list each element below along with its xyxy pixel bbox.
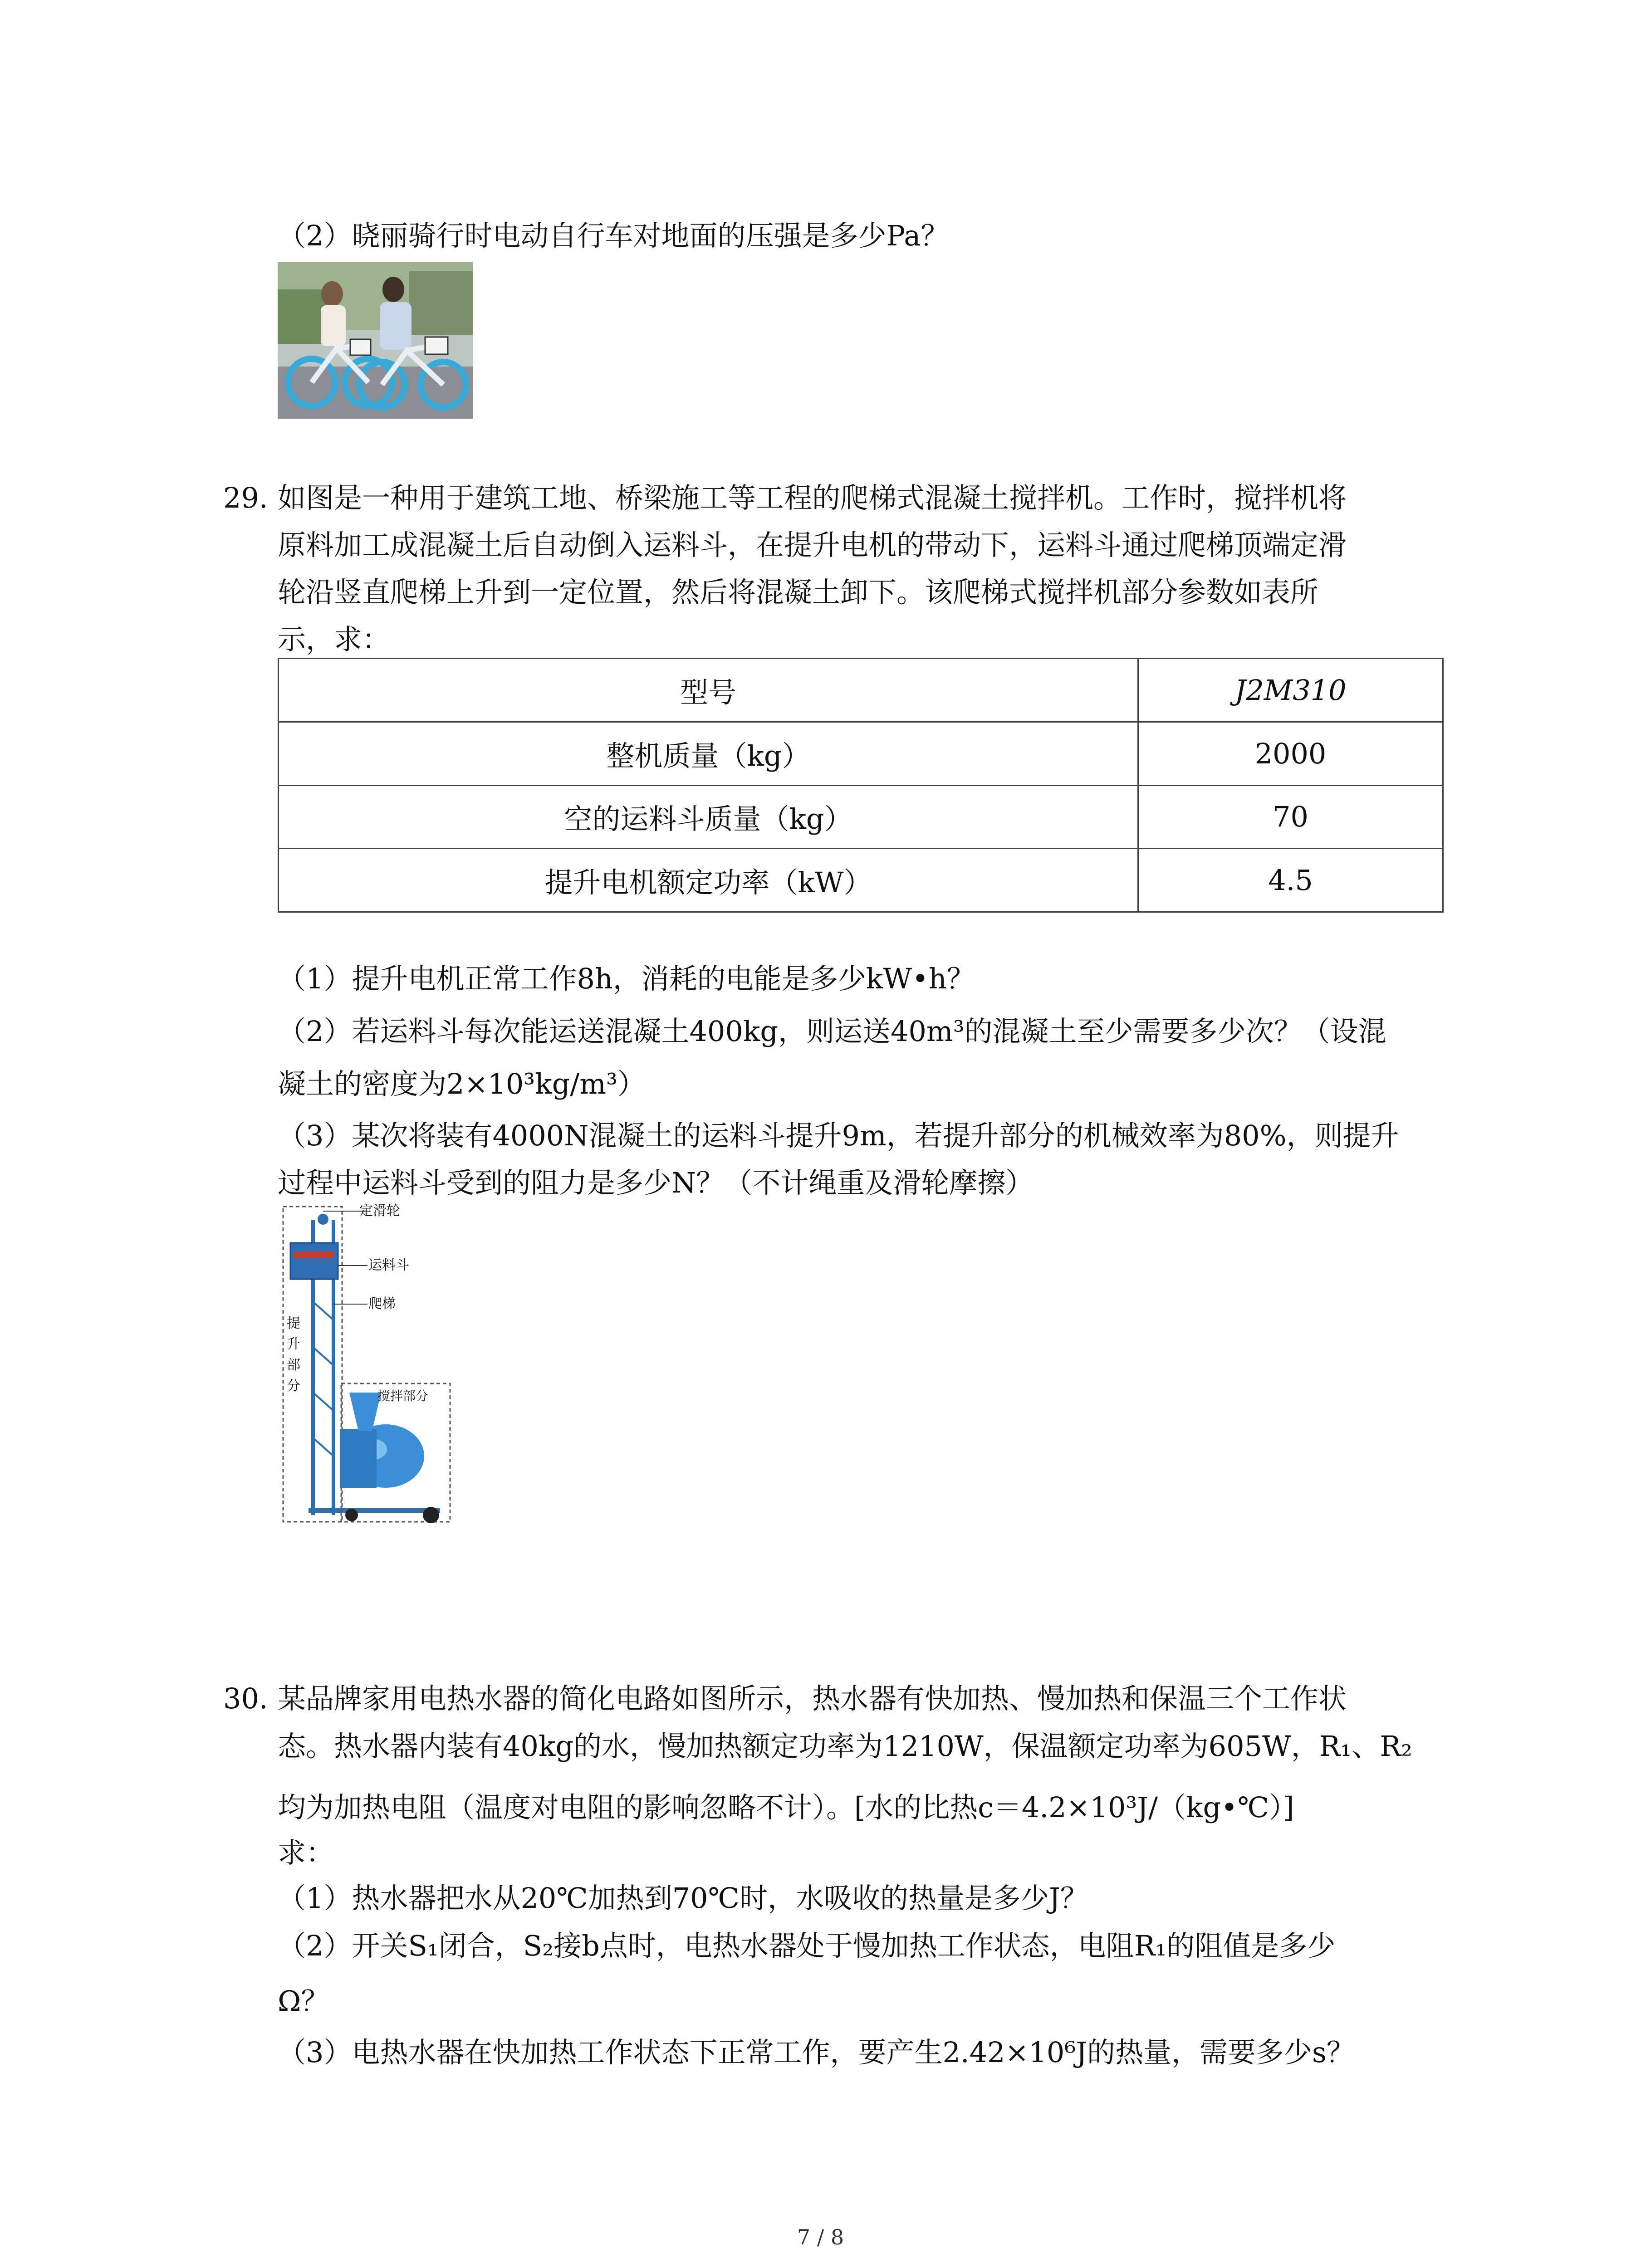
q29-stem-line4: 示，求： bbox=[278, 623, 391, 656]
q29-stem-line2: 原料加工成混凝土后自动倒入运料斗，在提升电机的带动下，运料斗通过爬梯顶端定滑 bbox=[278, 528, 1347, 562]
q30-stem-line4: 求： bbox=[278, 1836, 334, 1869]
q30-stem-line1: 某品牌家用电热水器的简化电路如图所示，热水器有快加热、慢加热和保温三个工作状 bbox=[278, 1682, 1347, 1715]
params-table bbox=[278, 658, 1444, 913]
q30-number: 30. bbox=[223, 1682, 268, 1715]
table-cell-label: 空的运料斗质量（kg） bbox=[279, 785, 1138, 849]
q30-stem-line2: 态。热水器内装有40kg的水，慢加热额定功率为1210W，保温额定功率为605W，R₁、R₂ bbox=[278, 1730, 1412, 1763]
table-cell-value: J2M310 bbox=[1138, 659, 1443, 722]
table-row bbox=[279, 659, 1443, 722]
q30-sub3: （3）电热水器在快加热工作状态下正常工作，要产生2.42×10⁶J的热量，需要多少s？ bbox=[278, 2036, 1355, 2069]
q29-number: 29. bbox=[223, 481, 268, 514]
page-number: 7 / 8 bbox=[797, 2225, 844, 2249]
table-row bbox=[279, 722, 1443, 785]
q29-sub2-line2: 凝土的密度为2×10³kg/m³） bbox=[278, 1067, 646, 1100]
q29-sub3-line2: 过程中运料斗受到的阻力是多少N？（不计绳重及滑轮摩擦） bbox=[278, 1166, 1034, 1199]
label-ladder: 爬梯 bbox=[368, 1296, 396, 1312]
table-cell-value: 4.5 bbox=[1138, 849, 1443, 912]
q30-sub2-line2: Ω？ bbox=[278, 1984, 329, 2018]
q29-sub1: （1）提升电机正常工作8h，消耗的电能是多少kW•h？ bbox=[278, 962, 975, 995]
table-row bbox=[279, 849, 1443, 912]
table-cell-value: 2000 bbox=[1138, 722, 1443, 785]
label-mix-part: 搅拌部分 bbox=[377, 1388, 429, 1403]
table-cell-label: 型号 bbox=[279, 659, 1138, 722]
q29-sub2-line1: （2）若运料斗每次能运送混凝土400kg，则运送40m³的混凝土至少需要多少次？（设混 bbox=[278, 1015, 1386, 1048]
table-cell-value: 70 bbox=[1138, 785, 1443, 849]
table-cell-label: 提升电机额定功率（kW） bbox=[279, 849, 1138, 912]
q30-stem-line3: 均为加热电阻（温度对电阻的影响忽略不计）。[水的比热c＝4.2×10³J/（kg•℃）] bbox=[278, 1791, 1294, 1824]
q30-sub1: （1）热水器把水从20℃加热到70℃时，水吸收的热量是多少J？ bbox=[278, 1882, 1088, 1915]
bicycle-photo bbox=[278, 262, 473, 419]
q29-stem-line1: 如图是一种用于建筑工地、桥梁施工等工程的爬梯式混凝土搅拌机。工作时，搅拌机将 bbox=[278, 481, 1347, 514]
q30-sub2-line1: （2）开关S₁闭合，S₂接b点时，电热水器处于慢加热工作状态，电阻R₁的阻值是多少 bbox=[278, 1929, 1336, 1962]
table-row bbox=[279, 785, 1443, 849]
q29-sub3-line1: （3）某次将装有4000N混凝土的运料斗提升9m，若提升部分的机械效率为80%，则提升 bbox=[278, 1119, 1399, 1152]
label-pulley: 定滑轮 bbox=[359, 1203, 400, 1219]
label-lift-part: 提升部分 bbox=[287, 1315, 300, 1394]
q29-stem-line3: 轮沿竖直爬梯上升到一定位置，然后将混凝土卸下。该爬梯式搅拌机部分参数如表所 bbox=[278, 576, 1319, 609]
q28-part2: （2）晓丽骑行时电动自行车对地面的压强是多少Pa？ bbox=[278, 219, 949, 252]
mixer-figure bbox=[281, 1202, 454, 1526]
table-cell-label: 整机质量（kg） bbox=[279, 722, 1138, 785]
label-bucket: 运料斗 bbox=[368, 1257, 409, 1273]
